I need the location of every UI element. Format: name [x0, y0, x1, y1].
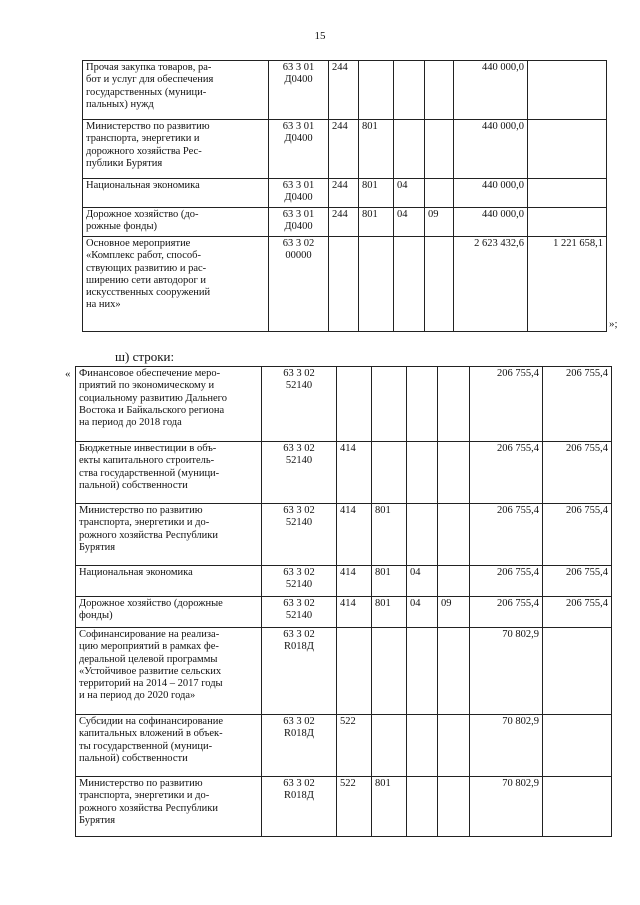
cell-target-code: 63 3 02 52140	[262, 504, 337, 566]
cell-amount-2017: 2 623 432,6	[454, 237, 528, 332]
cell-expense-type	[329, 237, 359, 332]
cell-subsection-code	[425, 61, 454, 120]
budget-table-new-rows	[75, 366, 612, 837]
cell-subsection-code: 09	[425, 208, 454, 237]
cell-amount-2017: 206 755,4	[470, 566, 543, 597]
cell-item-name: Дорожное хозяйство (дорожные фонды)	[76, 597, 262, 628]
cell-expense-type: 414	[337, 504, 372, 566]
cell-amount-2018: 1 221 658,1	[528, 237, 607, 332]
cell-amount-2017: 206 755,4	[470, 367, 543, 442]
cell-target-code: 63 3 01 Д0400	[269, 208, 329, 237]
cell-amount-2017: 70 802,9	[470, 777, 543, 837]
cell-item-name: Финансовое обеспечение меро- приятий по экономическому и социальному развитию Дальнего Востока и Байкальского региона на период до 2018 года	[76, 367, 262, 442]
cell-expense-type: 244	[329, 120, 359, 179]
cell-subsection-code	[438, 442, 470, 504]
table-row	[76, 442, 612, 504]
cell-target-code: 63 3 01 Д0400	[269, 120, 329, 179]
cell-amount-2017: 440 000,0	[454, 61, 528, 120]
cell-section-code	[407, 715, 438, 777]
cell-expense-type: 414	[337, 566, 372, 597]
cell-section-code	[407, 777, 438, 837]
cell-amount-2017: 70 802,9	[470, 628, 543, 715]
cell-subsection-code: 09	[438, 597, 470, 628]
cell-expense-type: 244	[329, 179, 359, 208]
opening-quote-mark: «	[65, 368, 71, 380]
cell-amount-2018	[528, 208, 607, 237]
cell-subsection-code	[438, 715, 470, 777]
table-row	[83, 61, 607, 120]
budget-table-continued	[82, 60, 607, 332]
cell-item-name: Национальная экономика	[83, 179, 269, 208]
cell-subsection-code	[438, 504, 470, 566]
cell-ministry-code: 801	[372, 566, 407, 597]
cell-amount-2018	[543, 715, 612, 777]
cell-expense-type	[337, 367, 372, 442]
cell-ministry-code	[359, 237, 394, 332]
cell-target-code: 63 3 02 52140	[262, 442, 337, 504]
cell-target-code: 63 3 02 R018Д	[262, 777, 337, 837]
table-row	[76, 367, 612, 442]
cell-section-code	[407, 628, 438, 715]
table-row	[76, 715, 612, 777]
cell-target-code: 63 3 02 R018Д	[262, 715, 337, 777]
cell-target-code: 63 3 02 52140	[262, 367, 337, 442]
cell-ministry-code	[372, 442, 407, 504]
cell-item-name: Основное мероприятие «Комплекс работ, способ- ствующих развитию и рас- ширению сети автодорог и искусственных сооружений на них»	[83, 237, 269, 332]
cell-amount-2018	[543, 628, 612, 715]
cell-target-code: 63 3 02 52140	[262, 597, 337, 628]
cell-section-code	[407, 367, 438, 442]
cell-item-name: Дорожное хозяйство (до- рожные фонды)	[83, 208, 269, 237]
cell-section-code	[394, 237, 425, 332]
page-number: 15	[314, 30, 326, 42]
table-row	[76, 628, 612, 715]
cell-item-name: Субсидии на софинансирование капитальных вложений в объек- ты государственной (муници- пальной) собственности	[76, 715, 262, 777]
cell-target-code: 63 3 01 Д0400	[269, 61, 329, 120]
cell-amount-2018: 206 755,4	[543, 504, 612, 566]
cell-expense-type: 244	[329, 61, 359, 120]
cell-expense-type	[337, 628, 372, 715]
cell-item-name: Прочая закупка товаров, ра- бот и услуг для обеспечения государственных (муници- пальных) нужд	[83, 61, 269, 120]
table-row	[76, 504, 612, 566]
cell-subsection-code	[438, 628, 470, 715]
cell-ministry-code: 801	[359, 208, 394, 237]
cell-subsection-code	[425, 120, 454, 179]
cell-item-name: Министерство по развитию транспорта, энергетики и дорожного хозяйства Рес- публики Бурятия	[83, 120, 269, 179]
table-row	[76, 566, 612, 597]
cell-amount-2018	[543, 777, 612, 837]
cell-ministry-code	[372, 628, 407, 715]
cell-amount-2017: 206 755,4	[470, 504, 543, 566]
cell-section-code: 04	[394, 208, 425, 237]
table-row	[83, 120, 607, 179]
cell-amount-2018	[528, 61, 607, 120]
cell-amount-2018	[528, 179, 607, 208]
cell-target-code: 63 3 02 52140	[262, 566, 337, 597]
cell-ministry-code	[372, 715, 407, 777]
cell-amount-2018	[528, 120, 607, 179]
cell-target-code: 63 3 01 Д0400	[269, 179, 329, 208]
cell-expense-type: 414	[337, 597, 372, 628]
cell-expense-type: 244	[329, 208, 359, 237]
cell-subsection-code	[438, 777, 470, 837]
cell-subsection-code	[425, 179, 454, 208]
cell-expense-type: 414	[337, 442, 372, 504]
cell-target-code: 63 3 02 R018Д	[262, 628, 337, 715]
cell-target-code: 63 3 02 00000	[269, 237, 329, 332]
cell-amount-2018: 206 755,4	[543, 442, 612, 504]
cell-item-name: Министерство по развитию транспорта, энергетики и до- рожного хозяйства Республики Бурятия	[76, 777, 262, 837]
table-row	[83, 237, 607, 332]
table-row	[83, 208, 607, 237]
cell-amount-2017: 440 000,0	[454, 208, 528, 237]
cell-section-code	[394, 120, 425, 179]
cell-subsection-code	[438, 566, 470, 597]
cell-ministry-code	[359, 61, 394, 120]
cell-item-name: Национальная экономика	[76, 566, 262, 597]
cell-section-code	[407, 504, 438, 566]
cell-item-name: Софинансирование на реализа- цию мероприятий в рамках фе- деральной целевой программы «Устойчивое развитие сельских территорий на 2014 – 2017 годы и на период до 2020 года»	[76, 628, 262, 715]
cell-section-code: 04	[407, 597, 438, 628]
cell-section-code: 04	[407, 566, 438, 597]
cell-subsection-code	[425, 237, 454, 332]
cell-amount-2017: 206 755,4	[470, 442, 543, 504]
cell-ministry-code: 801	[372, 597, 407, 628]
cell-amount-2018: 206 755,4	[543, 566, 612, 597]
cell-amount-2017: 70 802,9	[470, 715, 543, 777]
cell-expense-type: 522	[337, 715, 372, 777]
cell-ministry-code: 801	[372, 777, 407, 837]
cell-amount-2017: 440 000,0	[454, 120, 528, 179]
cell-amount-2018: 206 755,4	[543, 597, 612, 628]
section-heading: ш) строки:	[115, 349, 175, 364]
cell-section-code: 04	[394, 179, 425, 208]
cell-section-code	[394, 61, 425, 120]
cell-ministry-code: 801	[372, 504, 407, 566]
cell-subsection-code	[438, 367, 470, 442]
table-row	[83, 179, 607, 208]
cell-amount-2017: 440 000,0	[454, 179, 528, 208]
cell-ministry-code: 801	[359, 120, 394, 179]
cell-item-name: Бюджетные инвестиции в объ- екты капитального строитель- ства государственной (муници- пальной) собственности	[76, 442, 262, 504]
cell-ministry-code: 801	[359, 179, 394, 208]
cell-ministry-code	[372, 367, 407, 442]
cell-amount-2018: 206 755,4	[543, 367, 612, 442]
cell-amount-2017: 206 755,4	[470, 597, 543, 628]
cell-item-name: Министерство по развитию транспорта, энергетики и до- рожного хозяйства Республики Бурятия	[76, 504, 262, 566]
table-row	[76, 777, 612, 837]
closing-quote-mark: »;	[609, 318, 618, 330]
table-row	[76, 597, 612, 628]
cell-section-code	[407, 442, 438, 504]
cell-expense-type: 522	[337, 777, 372, 837]
